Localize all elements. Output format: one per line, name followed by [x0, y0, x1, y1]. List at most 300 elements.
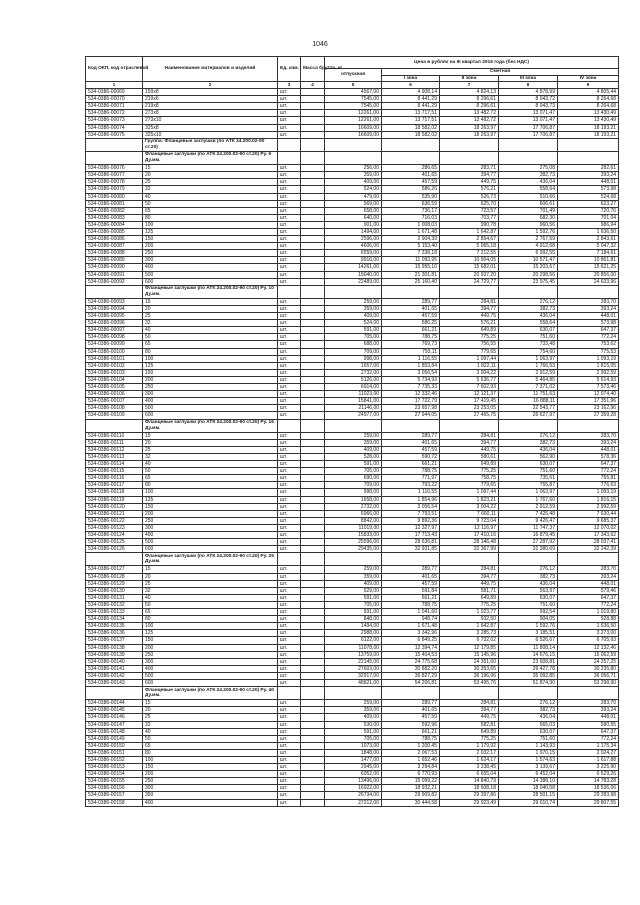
- zone-1-price: 1 041,60: [382, 609, 440, 616]
- zone-4-price: 8 264,68: [558, 103, 619, 110]
- item-weight: [301, 369, 325, 376]
- zone-2-price: 32 367,99: [440, 546, 499, 553]
- item-weight: [301, 609, 325, 616]
- table-row: [86, 524, 619, 531]
- zone-3-price: 606,61: [499, 200, 558, 207]
- zone-3-price: 382,73: [499, 172, 558, 179]
- item-code: 534-0386-00152: [86, 757, 143, 764]
- zone-2-price: 283,71: [440, 165, 499, 172]
- item-code: 534-0386-00149: [86, 735, 143, 742]
- zone-1-price: 6 849,25: [382, 637, 440, 644]
- item-name: 32: [143, 186, 278, 193]
- zone-4-price: 2 992,59: [558, 369, 619, 376]
- item-name: 40: [143, 594, 278, 601]
- item-unit: шт.: [278, 96, 301, 103]
- item-unit: шт.: [278, 778, 301, 785]
- release-price: 29435,00: [325, 546, 382, 553]
- item-unit: шт.: [278, 131, 301, 138]
- column-index: 2: [143, 82, 278, 89]
- release-price: 21146,00: [325, 405, 382, 412]
- item-name: 65: [143, 609, 278, 616]
- item-name: 25: [143, 580, 278, 587]
- item-code: 534-0386-00097: [86, 327, 143, 334]
- zone-1-price: 286,65: [382, 165, 440, 172]
- item-code: 534-0386-00145: [86, 707, 143, 714]
- zone-4-price: 1 019,80: [558, 609, 619, 616]
- item-code: 534-0386-00087: [86, 243, 143, 250]
- item-name: 350: [143, 792, 278, 799]
- zone-4-price: 29 807,55: [558, 799, 619, 806]
- zone-4-price: 7 630,44: [558, 510, 619, 517]
- zone-2-price: 932,50: [440, 616, 499, 623]
- group-empty-cell: [301, 419, 325, 432]
- item-unit: шт.: [278, 601, 301, 608]
- zone-1-price: 5 153,40: [382, 243, 440, 250]
- item-name: 20: [143, 573, 278, 580]
- item-weight: [301, 179, 325, 186]
- group-empty-cell: [558, 151, 619, 164]
- table-row: [86, 637, 619, 644]
- item-code: 534-0386-00108: [86, 405, 143, 412]
- group-empty-cell: [301, 138, 325, 151]
- table-row: [86, 517, 619, 524]
- item-unit: шт.: [278, 264, 301, 271]
- zone-3-price: 10 571,47: [499, 257, 558, 264]
- item-name: 300: [143, 391, 278, 398]
- item-unit: шт.: [278, 412, 301, 419]
- zone-1-price: 591,84: [382, 587, 440, 594]
- release-price: 1477,00: [325, 757, 382, 764]
- item-code: 534-0386-00076: [86, 165, 143, 172]
- zone-1-price: 788,75: [382, 468, 440, 475]
- item-weight: [301, 348, 325, 355]
- release-price: 7545,00: [325, 96, 382, 103]
- item-code: 534-0386-00074: [86, 124, 143, 131]
- item-name: 40: [143, 728, 278, 735]
- zone-1-price: 13 717,51: [382, 110, 440, 117]
- zone-3-price: 51 874,90: [499, 679, 558, 686]
- zone-1-price: 23 657,98: [382, 405, 440, 412]
- zone-3-price: 436,04: [499, 714, 558, 721]
- group-header-row: [86, 285, 619, 298]
- item-name: 273х10: [143, 117, 278, 124]
- zone-3-price: 563,97: [499, 587, 558, 594]
- column-index: 7: [440, 82, 499, 89]
- header-name: Наименование материалов и изделий: [143, 57, 278, 82]
- item-name: 100: [143, 489, 278, 496]
- zone-2-price: 3 285,73: [440, 630, 499, 637]
- zone-3-price: 2 767,59: [499, 236, 558, 243]
- release-price: 1073,00: [325, 742, 382, 749]
- item-unit: шт.: [278, 186, 301, 193]
- zone-3-price: 751,60: [499, 468, 558, 475]
- table-row: [86, 432, 619, 439]
- release-price: 13759,00: [325, 651, 382, 658]
- zone-3-price: 1 767,60: [499, 496, 558, 503]
- item-weight: [301, 278, 325, 285]
- zone-2-price: 2 854,67: [440, 236, 499, 243]
- zone-4-price: 1 636,50: [558, 228, 619, 235]
- item-name: 150: [143, 637, 278, 644]
- item-weight: [301, 721, 325, 728]
- zone-1-price: 15 404,53: [382, 651, 440, 658]
- item-code: 534-0386-00131: [86, 594, 143, 601]
- zone-3-price: 4 912,68: [499, 243, 558, 250]
- zone-1-price: 457,59: [382, 714, 440, 721]
- item-code: 534-0386-00086: [86, 236, 143, 243]
- release-price: 658,00: [325, 207, 382, 214]
- zone-2-price: 758,75: [440, 475, 499, 482]
- item-weight: [301, 749, 325, 756]
- zone-4-price: 448,01: [558, 313, 619, 320]
- item-code: 534-0386-00080: [86, 193, 143, 200]
- item-name: 219х6: [143, 96, 278, 103]
- zone-1-price: 18 582,02: [382, 131, 440, 138]
- item-unit: шт.: [278, 580, 301, 587]
- zone-4-price: 772,24: [558, 601, 619, 608]
- release-price: 6966,00: [325, 510, 382, 517]
- zone-4-price: 17 343,62: [558, 532, 619, 539]
- zone-3-price: 565,03: [499, 721, 558, 728]
- release-price: 4606,00: [325, 243, 382, 250]
- table-row: [86, 482, 619, 489]
- zone-1-price: 29 909,82: [382, 792, 440, 799]
- item-weight: [301, 707, 325, 714]
- item-weight: [301, 461, 325, 468]
- item-unit: шт.: [278, 250, 301, 257]
- zone-1-price: 769,73: [382, 341, 440, 348]
- item-name: 219х8: [143, 103, 278, 110]
- item-unit: шт.: [278, 236, 301, 243]
- item-code: 534-0386-00085: [86, 228, 143, 235]
- zone-2-price: 24 351,60: [440, 658, 499, 665]
- item-code: 534-0386-00118: [86, 489, 143, 496]
- zone-3-price: 18 040,58: [499, 785, 558, 792]
- item-code: 534-0386-00121: [86, 510, 143, 517]
- release-price: 359,00: [325, 707, 382, 714]
- release-price: 709,00: [325, 348, 382, 355]
- group-empty-cell: [301, 687, 325, 700]
- item-code: 534-0386-00096: [86, 320, 143, 327]
- zone-3-price: 754,60: [499, 348, 558, 355]
- item-name: 20: [143, 439, 278, 446]
- zone-1-price: 54 206,81: [382, 679, 440, 686]
- table-row: [86, 679, 619, 686]
- item-code: 534-0386-00075: [86, 131, 143, 138]
- zone-1-price: 30 882,20: [382, 665, 440, 672]
- zone-2-price: 1 097,44: [440, 355, 499, 362]
- zone-2-price: 10 904,05: [440, 257, 499, 264]
- item-name: 50: [143, 468, 278, 475]
- item-weight: [301, 489, 325, 496]
- table-row: [86, 313, 619, 320]
- zone-4-price: 20 856,00: [558, 271, 619, 278]
- item-unit: шт.: [278, 799, 301, 806]
- zone-1-price: 592,96: [382, 721, 440, 728]
- zone-4-price: 393,24: [558, 573, 619, 580]
- item-weight: [301, 778, 325, 785]
- zone-1-price: 12 327,97: [382, 524, 440, 531]
- item-weight: [301, 665, 325, 672]
- zone-1-price: 12 394,74: [382, 644, 440, 651]
- item-code: 534-0386-00072: [86, 110, 143, 117]
- item-name: 32: [143, 320, 278, 327]
- zone-3-price: 23 608,81: [499, 658, 558, 665]
- zone-2-price: 625,70: [440, 200, 499, 207]
- item-weight: [301, 362, 325, 369]
- item-weight: [301, 200, 325, 207]
- release-price: 9916,00: [325, 257, 382, 264]
- group-empty-cell: [499, 285, 558, 298]
- group-empty-cell: [278, 285, 301, 298]
- item-code: 534-0386-00122: [86, 517, 143, 524]
- item-code: 534-0386-00102: [86, 362, 143, 369]
- release-price: 2945,00: [325, 764, 382, 771]
- release-price: 591,00: [325, 728, 382, 735]
- item-code: 534-0386-00109: [86, 412, 143, 419]
- item-name: 200: [143, 510, 278, 517]
- table-row: [86, 799, 619, 806]
- release-price: 24977,00: [325, 412, 382, 419]
- item-unit: шт.: [278, 623, 301, 630]
- item-weight: [301, 587, 325, 594]
- release-price: 25596,00: [325, 539, 382, 546]
- release-price: 409,00: [325, 714, 382, 721]
- table-row: [86, 398, 619, 405]
- zone-3-price: 436,04: [499, 313, 558, 320]
- zone-2-price: 581,71: [440, 587, 499, 594]
- item-name: 100: [143, 355, 278, 362]
- zone-4-price: 12 070,02: [558, 524, 619, 531]
- zone-2-price: 649,89: [440, 461, 499, 468]
- item-name: 150: [143, 503, 278, 510]
- zone-2-price: 14 840,79: [440, 778, 499, 785]
- header-zone-4: IV зона: [558, 75, 619, 82]
- item-code: 534-0386-00120: [86, 503, 143, 510]
- zone-3-price: 436,04: [499, 179, 558, 186]
- item-name: 300: [143, 524, 278, 531]
- table-row: [86, 439, 619, 446]
- table-row: [86, 546, 619, 553]
- zone-4-price: 32 242,39: [558, 546, 619, 553]
- zone-1-price: 1 116,55: [382, 489, 440, 496]
- zone-4-price: 6 629,26: [558, 771, 619, 778]
- item-code: 534-0386-00070: [86, 96, 143, 103]
- zone-3-price: 630,07: [499, 728, 558, 735]
- zone-4-price: 393,24: [558, 439, 619, 446]
- table-row: [86, 271, 619, 278]
- table-row: [86, 186, 619, 193]
- item-code: 534-0386-00069: [86, 89, 143, 96]
- item-code: 534-0386-00081: [86, 200, 143, 207]
- zone-4-price: 393,24: [558, 172, 619, 179]
- item-weight: [301, 439, 325, 446]
- group-header-row: [86, 419, 619, 432]
- item-name: 125: [143, 630, 278, 637]
- item-weight: [301, 601, 325, 608]
- column-index: 1: [86, 82, 143, 89]
- zone-2-price: 8 296,61: [440, 96, 499, 103]
- release-price: 14261,00: [325, 264, 382, 271]
- zone-2-price: 449,75: [440, 313, 499, 320]
- zone-3-price: 436,04: [499, 580, 558, 587]
- item-name: 40: [143, 461, 278, 468]
- zone-1-price: 457,59: [382, 313, 440, 320]
- header-weight: Масса брутто, кг: [301, 57, 325, 82]
- item-unit: шт.: [278, 489, 301, 496]
- zone-1-price: 30 444,58: [382, 799, 440, 806]
- zone-1-price: 3 056,54: [382, 369, 440, 376]
- zone-4-price: 578,36: [558, 453, 619, 460]
- zone-4-price: 10 861,81: [558, 257, 619, 264]
- zone-3-price: 9 426,47: [499, 517, 558, 524]
- zone-2-price: 13 482,72: [440, 117, 499, 124]
- zone-3-price: 4 878,99: [499, 89, 558, 96]
- table-row: [86, 644, 619, 651]
- zone-3-price: 630,07: [499, 594, 558, 601]
- zone-3-price: 960,56: [499, 221, 558, 228]
- zone-4-price: 573,98: [558, 320, 619, 327]
- release-price: 409,00: [325, 313, 382, 320]
- release-price: 359,00: [325, 439, 382, 446]
- zone-2-price: 17 419,45: [440, 398, 499, 405]
- item-unit: шт.: [278, 221, 301, 228]
- zone-2-price: 6 732,02: [440, 637, 499, 644]
- zone-3-price: 733,48: [499, 341, 558, 348]
- item-code: 534-0386-00091: [86, 271, 143, 278]
- item-unit: шт.: [278, 503, 301, 510]
- zone-4-price: 753,62: [558, 341, 619, 348]
- item-name: 20: [143, 707, 278, 714]
- table-row: [86, 362, 619, 369]
- zone-4-price: 53 298,90: [558, 679, 619, 686]
- item-name: 15: [143, 432, 278, 439]
- table-row: [86, 221, 619, 228]
- item-unit: шт.: [278, 306, 301, 313]
- release-price: 359,00: [325, 172, 382, 179]
- table-row: [86, 327, 619, 334]
- zone-4-price: 3 225,90: [558, 764, 619, 771]
- item-unit: шт.: [278, 405, 301, 412]
- item-unit: шт.: [278, 165, 301, 172]
- zone-3-price: 3 139,67: [499, 764, 558, 771]
- item-unit: шт.: [278, 658, 301, 665]
- header-unit: Ед. изм.: [278, 57, 301, 82]
- item-name: 500: [143, 672, 278, 679]
- group-code-cell: [86, 419, 143, 432]
- zone-2-price: 18 608,18: [440, 785, 499, 792]
- item-unit: шт.: [278, 228, 301, 235]
- header-zone-2: II зона: [440, 75, 499, 82]
- zone-4-price: 448,01: [558, 580, 619, 587]
- item-weight: [301, 453, 325, 460]
- zone-3-price: 558,64: [499, 320, 558, 327]
- zone-1-price: 636,59: [382, 200, 440, 207]
- item-code: 534-0386-00114: [86, 461, 143, 468]
- zone-2-price: 24 729,77: [440, 278, 499, 285]
- zone-4-price: 623,27: [558, 200, 619, 207]
- item-unit: шт.: [278, 172, 301, 179]
- item-weight: [301, 355, 325, 362]
- zone-1-price: 1 671,48: [382, 623, 440, 630]
- zone-1-price: 13 717,51: [382, 117, 440, 124]
- zone-4-price: 12 132,46: [558, 644, 619, 651]
- item-weight: [301, 384, 325, 391]
- table-row: [86, 475, 619, 482]
- group-empty-cell: [558, 285, 619, 298]
- zone-1-price: 586,26: [382, 186, 440, 193]
- item-name: 600: [143, 679, 278, 686]
- item-name: 65: [143, 742, 278, 749]
- release-price: 11023,00: [325, 391, 382, 398]
- item-code: 534-0386-00113: [86, 453, 143, 460]
- table-row: [86, 117, 619, 124]
- release-price: 5126,00: [325, 376, 382, 383]
- item-weight: [301, 405, 325, 412]
- column-index: 3: [278, 82, 301, 89]
- item-weight: [301, 341, 325, 348]
- item-name: 200: [143, 376, 278, 383]
- zone-3-price: 6 526,67: [499, 637, 558, 644]
- item-code: 534-0386-00144: [86, 700, 143, 707]
- item-weight: [301, 412, 325, 419]
- item-name: 600: [143, 278, 278, 285]
- zone-1-price: 793,11: [382, 348, 440, 355]
- zone-1-price: 6 770,93: [382, 771, 440, 778]
- item-unit: шт.: [278, 594, 301, 601]
- item-code: 534-0386-00150: [86, 742, 143, 749]
- zone-4-price: 720,76: [558, 207, 619, 214]
- zone-4-price: 23 162,96: [558, 405, 619, 412]
- item-name: 25: [143, 446, 278, 453]
- item-weight: [301, 792, 325, 799]
- zone-1-price: 716,03: [382, 214, 440, 221]
- release-price: 259,00: [325, 298, 382, 305]
- item-weight: [301, 271, 325, 278]
- release-price: 48821,00: [325, 679, 382, 686]
- table-row: [86, 573, 619, 580]
- release-price: 931,00: [325, 609, 382, 616]
- item-name: 150: [143, 236, 278, 243]
- item-name: 159х8: [143, 89, 278, 96]
- item-unit: шт.: [278, 257, 301, 264]
- zone-3-price: 382,73: [499, 439, 558, 446]
- zone-3-price: 13 071,47: [499, 117, 558, 124]
- item-unit: шт.: [278, 771, 301, 778]
- zone-2-price: 9 723,04: [440, 517, 499, 524]
- zone-4-price: 2 992,59: [558, 503, 619, 510]
- item-code: 534-0386-00089: [86, 257, 143, 264]
- zone-1-price: 1 008,03: [382, 221, 440, 228]
- item-unit: шт.: [278, 446, 301, 453]
- table-body: [86, 82, 619, 807]
- zone-2-price: 649,89: [440, 728, 499, 735]
- item-weight: [301, 221, 325, 228]
- zone-1-price: 32 931,85: [382, 546, 440, 553]
- zone-1-price: 18 582,02: [382, 124, 440, 131]
- item-name: 80: [143, 348, 278, 355]
- table-row: [86, 214, 619, 221]
- zone-1-price: 401,65: [382, 172, 440, 179]
- release-price: 26734,00: [325, 792, 382, 799]
- item-code: 534-0386-00106: [86, 391, 143, 398]
- item-code: 534-0386-00100: [86, 348, 143, 355]
- item-code: 534-0386-00142: [86, 672, 143, 679]
- zone-3-price: 17 706,87: [499, 131, 558, 138]
- zone-3-price: 20 298,56: [499, 271, 558, 278]
- item-weight: [301, 764, 325, 771]
- item-weight: [301, 539, 325, 546]
